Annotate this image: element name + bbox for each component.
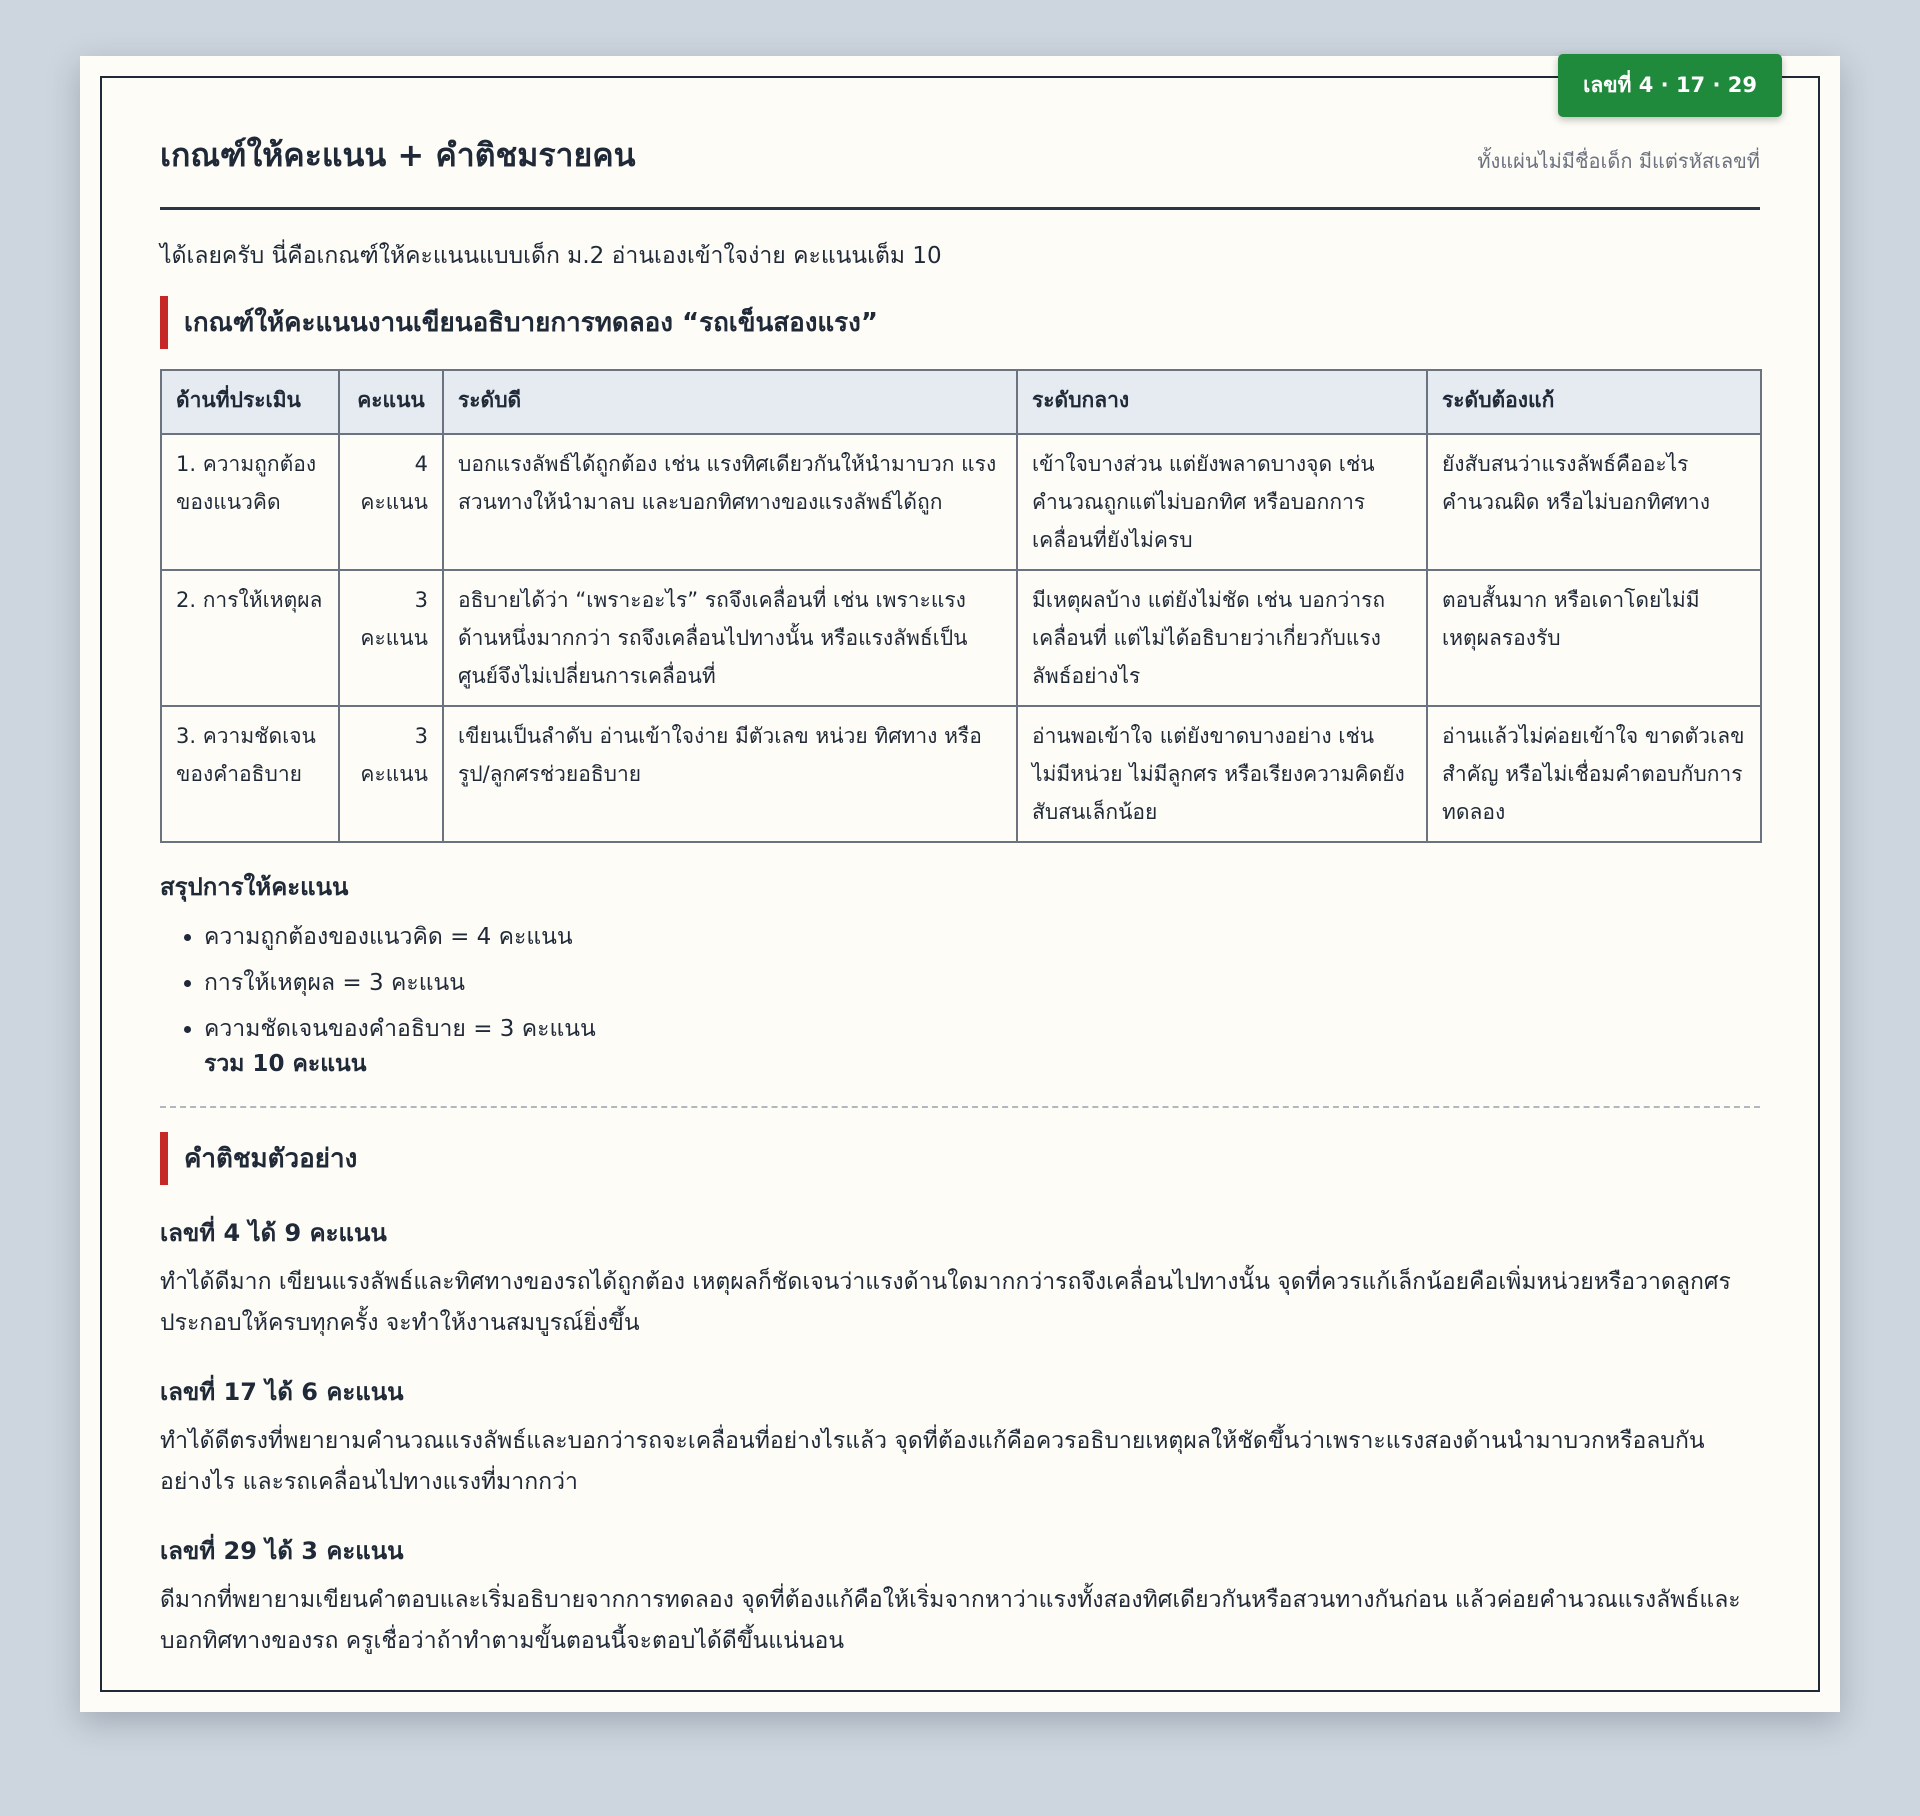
page-title: เกณฑ์ให้คะแนน + คำติชมรายคน [160, 136, 636, 174]
comment-text: ทำได้ดีมาก เขียนแรงลัพธ์และทิศทางของรถได้ถูกต้อง เหตุผลก็ชัดเจนว่าแรงด้านใดมากกว่ารถจึงเคลื่อนไปทางนั้น จุดที่ควรแก้เล็กน้อยคือเพิ่มหน่วยหรือวาดลูกศรประกอบให้ครบทุกครั้ง จะทำให้งานสมบูรณ์ยิ่งขึ้น [160, 1269, 1731, 1336]
cell-fix: อ่านแล้วไม่ค่อยเข้าใจ ขาดตัวเลขสำคัญ หรือไม่เชื่อมคำตอบกับการทดลอง [1427, 706, 1761, 842]
student-number-badge: เลขที่ 4 · 17 · 29 [1558, 54, 1782, 117]
comment-block [160, 1372, 1760, 1503]
cell-good: เขียนเป็นลำดับ อ่านเข้าใจง่าย มีตัวเลข หน่วย ทิศทาง หรือรูป/ลูกศรช่วยอธิบาย [443, 706, 1017, 842]
list-item: • ความถูกต้องของแนวคิด = 4 คะแนน [204, 914, 1760, 960]
cell-fix: ยังสับสนว่าแรงลัพธ์คืออะไร คำนวณผิด หรือไม่บอกทิศทาง [1427, 434, 1761, 570]
cell-fix: ตอบสั้นมาก หรือเดาโดยไม่มีเหตุผลรองรับ [1427, 570, 1761, 706]
col-header-mid: ระดับกลาง [1017, 370, 1427, 434]
rubric-heading: เกณฑ์ให้คะแนนงานเขียนอธิบายการทดลอง “รถเข็นสองแรง” [160, 296, 1760, 349]
table-row [161, 706, 1761, 842]
col-header-good: ระดับดี [443, 370, 1017, 434]
summary-total: รวม 10 คะแนน [204, 1051, 367, 1077]
page-header [160, 130, 1760, 210]
intro-text: ได้เลยครับ นี่คือเกณฑ์ให้คะแนนแบบเด็ก ม.2 อ่านเองเข้าใจง่าย คะแนนเต็ม 10 [160, 243, 942, 269]
summary-list [160, 914, 1760, 1052]
table-row [161, 434, 1761, 570]
summary-title: สรุปการให้คะแนน [160, 873, 349, 901]
comment-text: ทำได้ดีตรงที่พยายามคำนวณแรงลัพธ์และบอกว่ารถจะเคลื่อนที่อย่างไรแล้ว จุดที่ต้องแก้คือควรอธิบายเหตุผลให้ชัดขึ้นว่าเพราะแรงสองด้านนำมาบวกหรือลบกันอย่างไร และรถเคลื่อนไปทางแรงที่มากกว่า [160, 1428, 1705, 1495]
cell-score: 3 คะแนน [339, 706, 443, 842]
cell-aspect: 3. ความชัดเจนของคำอธิบาย [161, 706, 339, 842]
cell-aspect: 2. การให้เหตุผล [161, 570, 339, 706]
cell-aspect: 1. ความถูกต้องของแนวคิด [161, 434, 339, 570]
cell-good: บอกแรงลัพธ์ได้ถูกต้อง เช่น แรงทิศเดียวกันให้นำมาบวก แรงสวนทางให้นำมาลบ และบอกทิศทางของแรงลัพธ์ได้ถูก [443, 434, 1017, 570]
rubric-header-row [161, 370, 1761, 434]
comment-title: เลขที่ 29 ได้ 3 คะแนน [160, 1537, 404, 1565]
cell-mid: เข้าใจบางส่วน แต่ยังพลาดบางจุด เช่น คำนวณถูกแต่ไม่บอกทิศ หรือบอกการเคลื่อนที่ยังไม่ครบ [1017, 434, 1427, 570]
table-row [161, 570, 1761, 706]
comment-block [160, 1531, 1760, 1662]
col-header-score: คะแนน [339, 370, 443, 434]
comment-text: ดีมากที่พยายามเขียนคำตอบและเริ่มอธิบายจากการทดลอง จุดที่ต้องแก้คือให้เริ่มจากหาว่าแรงทั้งสองทิศเดียวกันหรือสวนทางกันก่อน แล้วค่อยคำนวณแรงลัพธ์และบอกทิศทางของรถ ครูเชื่อว่าถ้าทำตามขั้นตอนนี้จะตอบได้ดีขึ้นแน่นอน [160, 1587, 1741, 1654]
comment-block [160, 1213, 1760, 1344]
page-border [100, 73, 1820, 1692]
list-item: • การให้เหตุผล = 3 คะแนน [204, 960, 1760, 1006]
cell-mid: อ่านพอเข้าใจ แต่ยังขาดบางอย่าง เช่น ไม่มีหน่วย ไม่มีลูกศร หรือเรียงความคิดยังสับสนเล็กน้อย [1017, 706, 1427, 842]
col-header-fix: ระดับต้องแก้ [1427, 370, 1761, 434]
cell-score: 4 คะแนน [339, 434, 443, 570]
col-header-aspect: ด้านที่ประเมิน [161, 370, 339, 434]
comment-title: เลขที่ 17 ได้ 6 คะแนน [160, 1378, 404, 1406]
page-content [160, 130, 1760, 1662]
worksheet-page [80, 56, 1840, 1712]
header-note: ทั้งแผ่นไม่มีชื่อเด็ก มีแต่รหัสเลขที่ [1477, 149, 1760, 173]
comment-title: เลขที่ 4 ได้ 9 คะแนน [160, 1219, 387, 1247]
cell-score: 3 คะแนน [339, 570, 443, 706]
rubric-table [160, 369, 1762, 843]
cell-good: อธิบายได้ว่า “เพราะอะไร” รถจึงเคลื่อนที่ เช่น เพราะแรงด้านหนึ่งมากกว่า รถจึงเคลื่อนไปทางนั้น หรือแรงลัพธ์เป็นศูนย์จึงไม่เปลี่ยนการเคลื่อนที่ [443, 570, 1017, 706]
cell-mid: มีเหตุผลบ้าง แต่ยังไม่ชัด เช่น บอกว่ารถเคลื่อนที่ แต่ไม่ได้อธิบายว่าเกี่ยวกับแรงลัพธ์อย่างไร [1017, 570, 1427, 706]
comments-heading: คำติชมตัวอย่าง [160, 1132, 1760, 1185]
list-item: • ความชัดเจนของคำอธิบาย = 3 คะแนน [204, 1006, 1760, 1052]
dashed-divider [160, 1106, 1760, 1108]
